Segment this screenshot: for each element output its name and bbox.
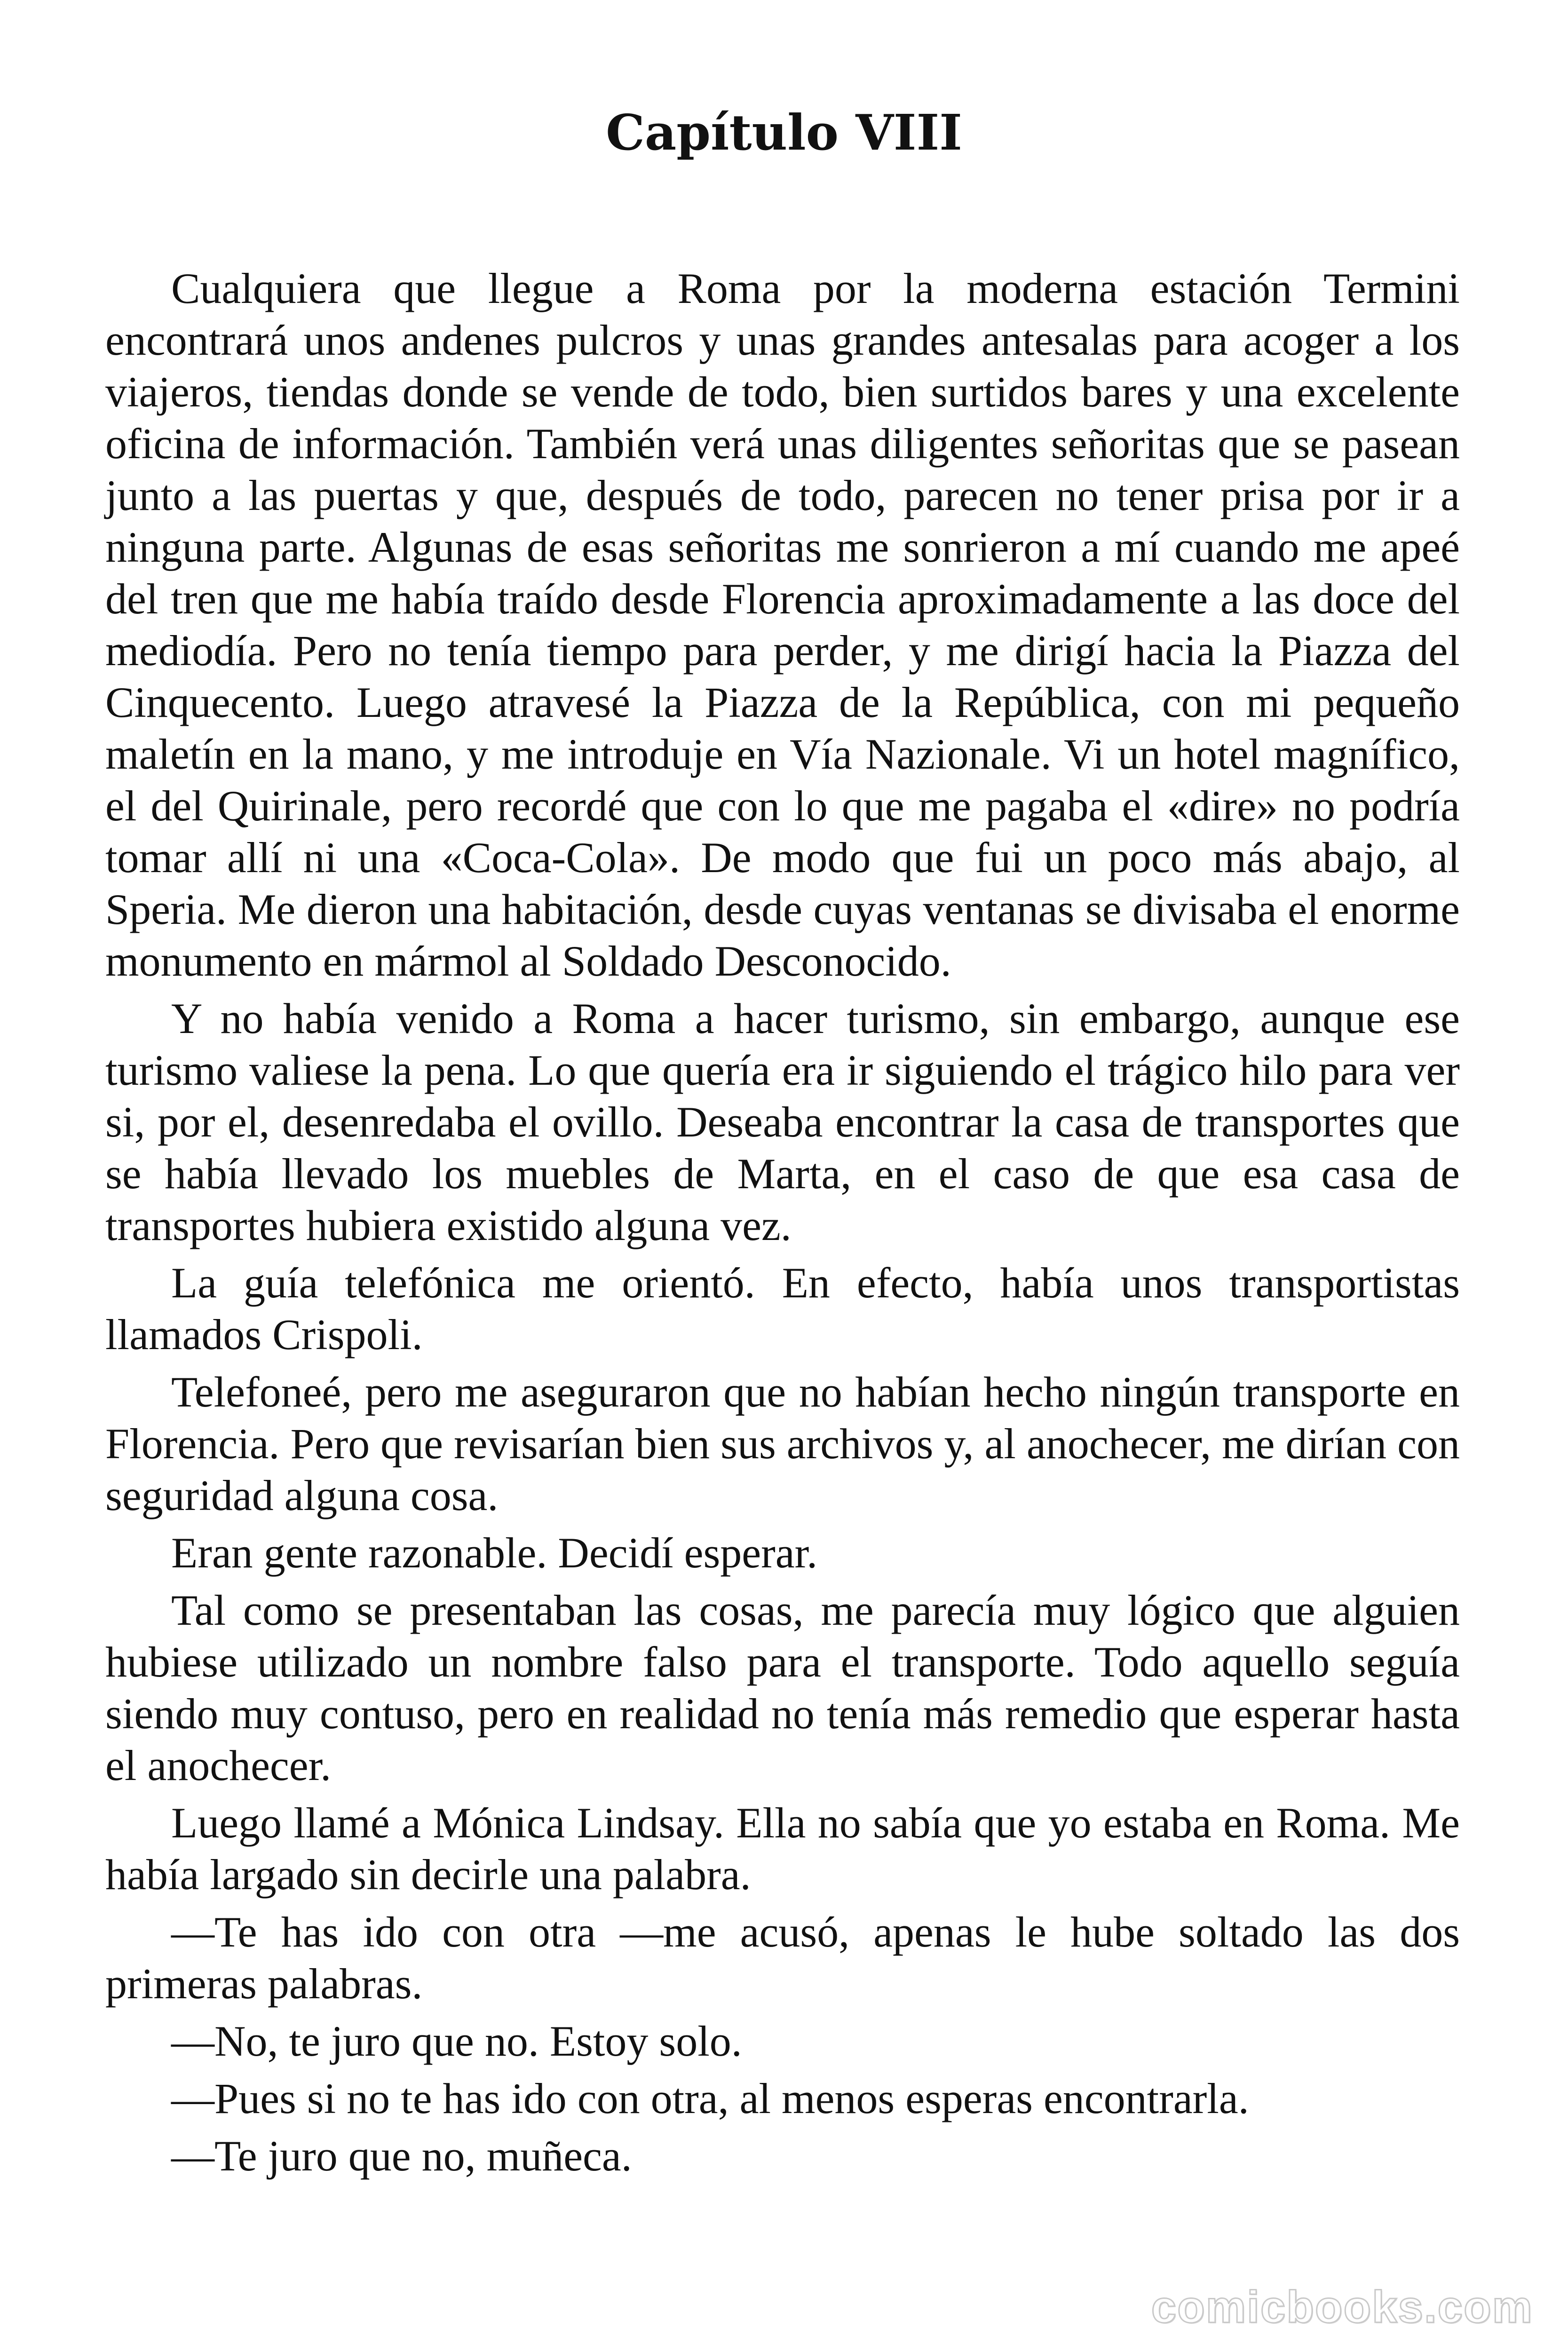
paragraph: Luego llamé a Mónica Lindsay. Ella no sabía que yo estaba en Roma. Me había largado sin decirle una palabra. (105, 1799, 1460, 1899)
dialogue-line: —Te has ido con otra —me acusó, apenas le hube soltado las dos primeras palabras. (105, 1908, 1460, 2008)
paragraph: Eran gente razonable. Decidí esperar. (171, 1529, 818, 1577)
paragraph: Y no había venido a Roma a hacer turismo, sin embargo, aunque ese turismo valiese la pena. Lo que quería era ir siguiendo el trágico hilo para ver si, por el, desenredaba el ovillo. Deseaba encontrar la casa de transportes que se había llevado los muebles de Marta, en el caso de que esa casa de transportes hubiera existido alguna vez. (105, 994, 1460, 1249)
dialogue-line: —Pues si no te has ido con otra, al menos esperas encontrarla. (171, 2074, 1249, 2122)
chapter-body (105, 262, 1460, 2187)
watermark-logo: comicbooks.com (1151, 2282, 1533, 2332)
paragraph: Telefoneé, pero me aseguraron que no habían hecho ningún transporte en Florencia. Pero que revisarían bien sus archivos y, al anochecer, me dirían con seguridad alguna cosa. (105, 1368, 1460, 1519)
paragraph: Cualquiera que llegue a Roma por la moderna estación Termini encontrará unos andenes pulcros y unas grandes antesalas para acoger a los viajeros, tiendas donde se vende de todo, bien surtidos bares y una excelente oficina de información. También verá unas diligentes señoritas que se pasean junto a las puertas y que, después de todo, parecen no tener prisa por ir a ninguna parte. Algunas de esas señoritas me sonrieron a mí cuando me apeé del tren que me había traído desde Florencia aproximadamente a las doce del mediodía. Pero no tenía tiempo para perder, y me dirigí hacia la Piazza del Cinquecento. Luego atravesé la Piazza de la República, con mi pequeño maletín en la mano, y me introduje en Vía Nazionale. Vi un hotel magnífico, el del Quirinale, pero recordé que con lo que me pagaba el «dire» no podría tomar allí ni una «Coca-Cola». De modo que fui un poco más abajo, al Speria. Me dieron una habitación, desde cuyas ventanas se divisaba el enorme monumento en mármol al Soldado Desconocido. (105, 264, 1460, 985)
chapter-title: Capítulo VIII (606, 103, 962, 161)
paragraph: La guía telefónica me orientó. En efecto, había unos transportistas llamados Crispoli. (105, 1259, 1460, 1359)
dialogue-line: —Te juro que no, muñeca. (171, 2132, 632, 2180)
paragraph: Tal como se presentaban las cosas, me parecía muy lógico que alguien hubiese utilizado un nombre falso para el transporte. Todo aquello seguía siendo muy contuso, pero en realidad no tenía más remedio que esperar hasta el anochecer. (105, 1586, 1460, 1789)
dialogue-line: —No, te juro que no. Estoy solo. (171, 2017, 742, 2065)
